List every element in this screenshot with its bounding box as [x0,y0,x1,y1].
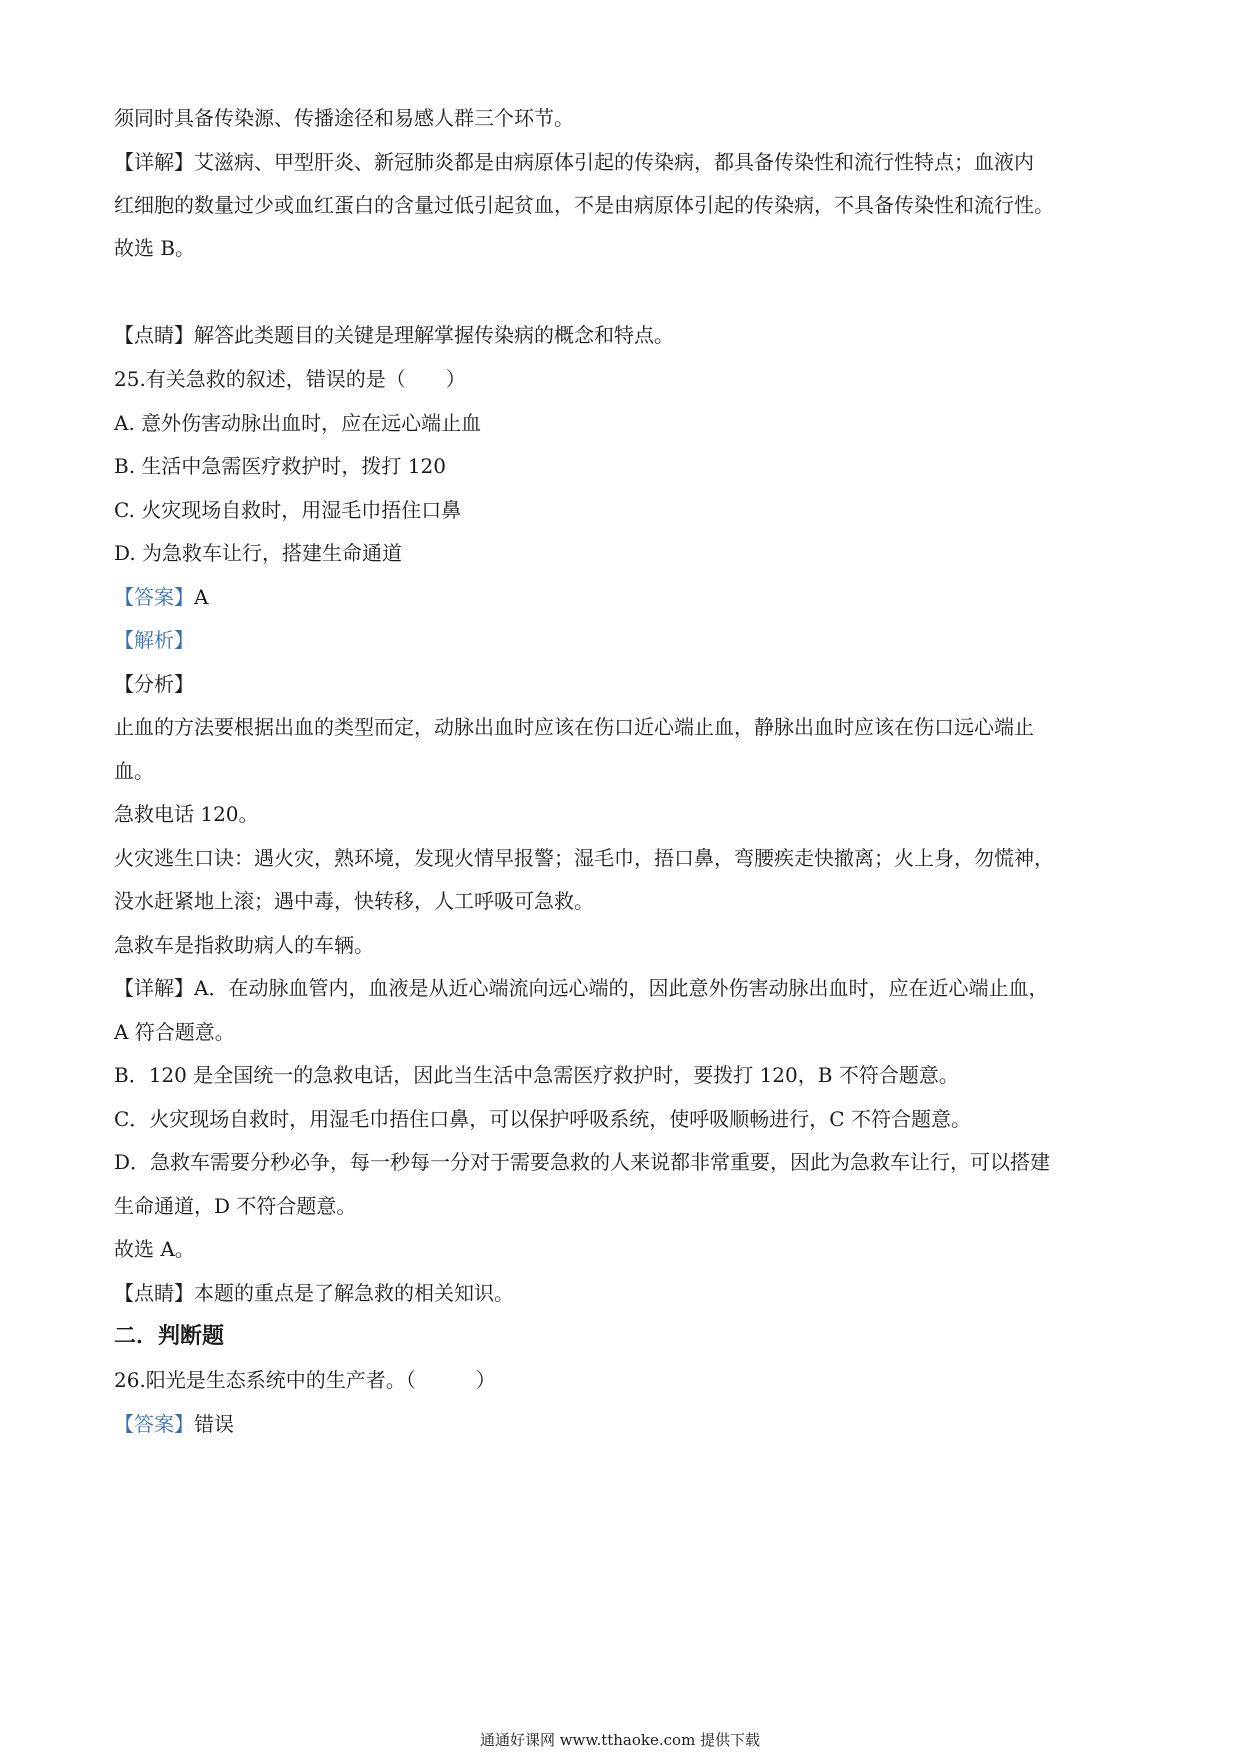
q25-answer [114,583,1134,611]
section-title: 二．判断题 [114,1323,225,1349]
analysis-continuation: 须同时具备传染源、传播途径和易感人群三个环节。 [114,106,574,130]
q25-note [114,1279,1134,1307]
answer-tag: 【答案】 [114,585,194,609]
note-tag: 【点睛】 [114,323,194,347]
note-text: 解答此类题目的关键是理解掌握传染病的概念和特点。 [194,323,674,347]
q26-stem: 26.阳光是生态系统中的生产者。（ ） [114,1368,496,1392]
q25-analysis-line: 急救车是指救助病人的车辆。 [114,933,374,957]
q25-option-b: B. 生活中急需医疗救护时，拨打 120 [114,454,446,478]
detail-text: 艾滋病、甲型肝炎、新冠肺炎都是由病原体引起的传染病，都具备传染性和流行性特点；血液内 [194,150,1034,174]
q25-detail-line: B．120 是全国统一的急救电话，因此当生活中急需医疗救护时，要拨打 120，B 不符合题意。 [114,1063,959,1087]
answer-tag: 【答案】 [114,1412,194,1436]
detail-tag: 【详解】 [114,150,194,174]
q25-analysis-line: 止血的方法要根据出血的类型而定，动脉出血时应该在伤口近心端止血，静脉出血时应该在伤口远心端止 [114,715,1034,739]
q25-fenxi: 【分析】 [114,672,194,696]
q25-stem: 25.有关急救的叙述，错误的是（ ） [114,367,466,391]
note-tag: 【点睛】 [114,1281,194,1305]
answer-value: A [194,585,209,609]
q25-detail-line: 故选 A。 [114,1237,195,1261]
q25-detail-line: 生命通道，D 不符合题意。 [114,1194,357,1218]
q25-detail-line: D．急救车需要分秒必争，每一秒每一分对于需要急救的人来说都非常重要，因此为急救车让行，可以搭建 [114,1150,1051,1174]
q25-option-d: D. 为急救车让行，搭建生命通道 [114,541,403,565]
q25-detail-line [114,974,1134,1002]
prev-detail-line-1 [114,148,1134,176]
q25-option-a: A. 意外伤害动脉出血时，应在远心端止血 [114,411,482,435]
prev-choose: 故选 B。 [114,236,196,260]
q25-analysis-line: 血。 [114,759,154,783]
q25-option-c: C. 火灾现场自救时，用湿毛巾捂住口鼻 [114,498,462,522]
q25-detail-line: C．火灾现场自救时，用湿毛巾捂住口鼻，可以保护呼吸系统，使呼吸顺畅进行，C 不符合题意。 [114,1107,971,1131]
q25-analysis-line: 急救电话 120。 [114,802,259,826]
prev-detail-line-2: 红细胞的数量过少或血红蛋白的含量过低引起贫血，不是由病原体引起的传染病，不具备传染性和流行性。 [114,193,1054,217]
prev-note [114,321,1134,349]
q25-detail-line: A 符合题意。 [114,1020,235,1044]
page-footer: 通通好课网 www.tthaoke.com 提供下载 [479,1731,761,1749]
q26-answer [114,1410,1134,1438]
detail-tag: 【详解】 [114,976,194,1000]
q25-analysis-line: 没水赶紧地上滚；遇中毒，快转移，人工呼吸可急救。 [114,889,594,913]
answer-value: 错误 [194,1412,234,1436]
detail-text: A．在动脉血管内，血液是从近心端流向远心端的，因此意外伤害动脉出血时，应在近心端止血， [194,976,1049,1000]
note-text: 本题的重点是了解急救的相关知识。 [194,1281,514,1305]
q25-jiexi [114,626,1134,654]
jiexi-tag: 【解析】 [114,628,194,652]
q25-analysis-line: 火灾逃生口诀：遇火灾，熟环境，发现火情早报警；湿毛巾，捂口鼻，弯腰疾走快撤离；火上身，勿慌神， [114,846,1054,870]
